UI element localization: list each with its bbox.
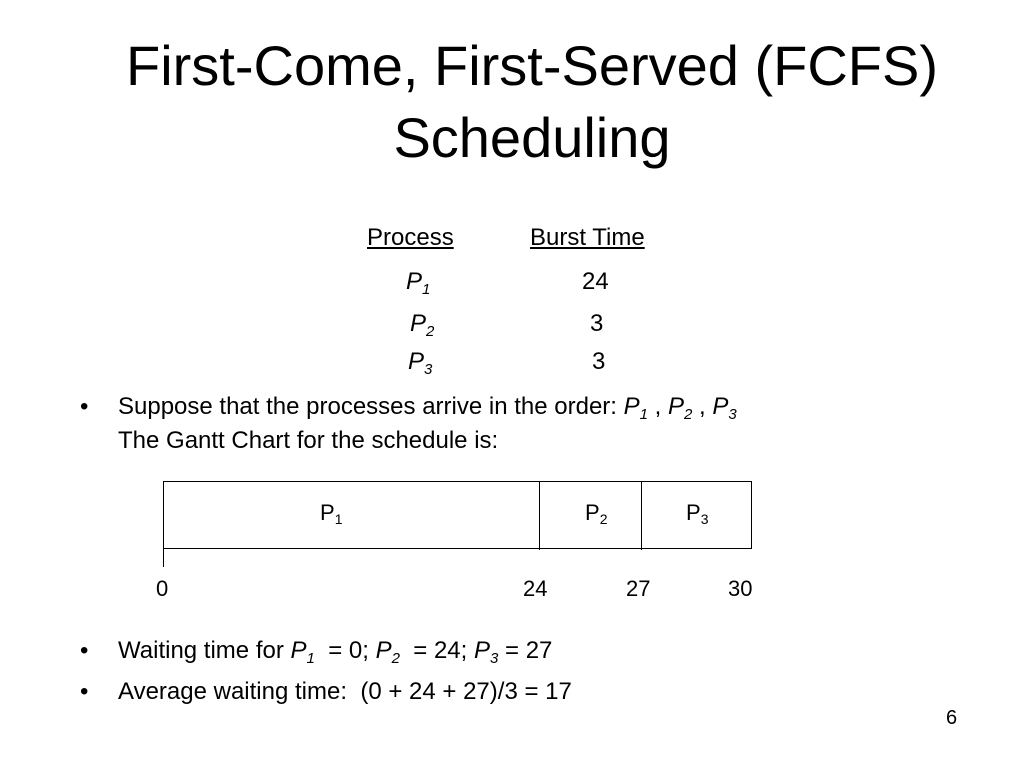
gantt-left-tick (163, 549, 164, 567)
process-p1: $P_1$ (406, 268, 431, 298)
bullet-dot: • (80, 637, 89, 664)
bullet-dot: • (80, 678, 89, 705)
bullet-dot: • (80, 393, 89, 420)
process-header: Process (367, 224, 454, 251)
gantt-divider-27 (641, 482, 642, 550)
process-p3: $P_3$ (408, 348, 433, 378)
process-p2: $P_2$ (410, 310, 435, 340)
gantt-chart (163, 481, 752, 549)
burst-p3: 3 (592, 348, 606, 375)
gantt-label-p2: P2 (585, 500, 608, 527)
bullet-text: Suppose that the processes arrive in the order: $P_1$ , $P_2$ , $P_3$ (118, 393, 737, 423)
burst-p1: 24 (582, 268, 609, 295)
gantt-tick-24: 24 (523, 576, 548, 601)
gantt-tick-0: 0 (156, 576, 169, 601)
gantt-intro-text: The Gantt Chart for the schedule is: (118, 427, 499, 454)
gantt-divider-24 (539, 482, 540, 550)
page-number: 6 (946, 707, 958, 729)
title-line-1: First-Come, First-Served (FCFS) (126, 34, 938, 97)
gantt-label-p1: P1 (320, 500, 343, 527)
burst-time-header: Burst Time (530, 224, 645, 251)
bullet-text: Average waiting time: (0 + 24 + 27)/3 = 17 (118, 678, 572, 705)
gantt-label-p3: P3 (686, 500, 709, 527)
gantt-bottom-line (164, 548, 751, 549)
burst-p2: 3 (590, 310, 604, 337)
bullet-text: Waiting time for $P_1 = 0$; $P_2 = 24$; $P_3 = 27$ (118, 637, 553, 667)
gantt-tick-27: 27 (626, 576, 651, 601)
title-line-2: Scheduling (393, 106, 671, 169)
gantt-tick-30: 30 (728, 576, 753, 601)
